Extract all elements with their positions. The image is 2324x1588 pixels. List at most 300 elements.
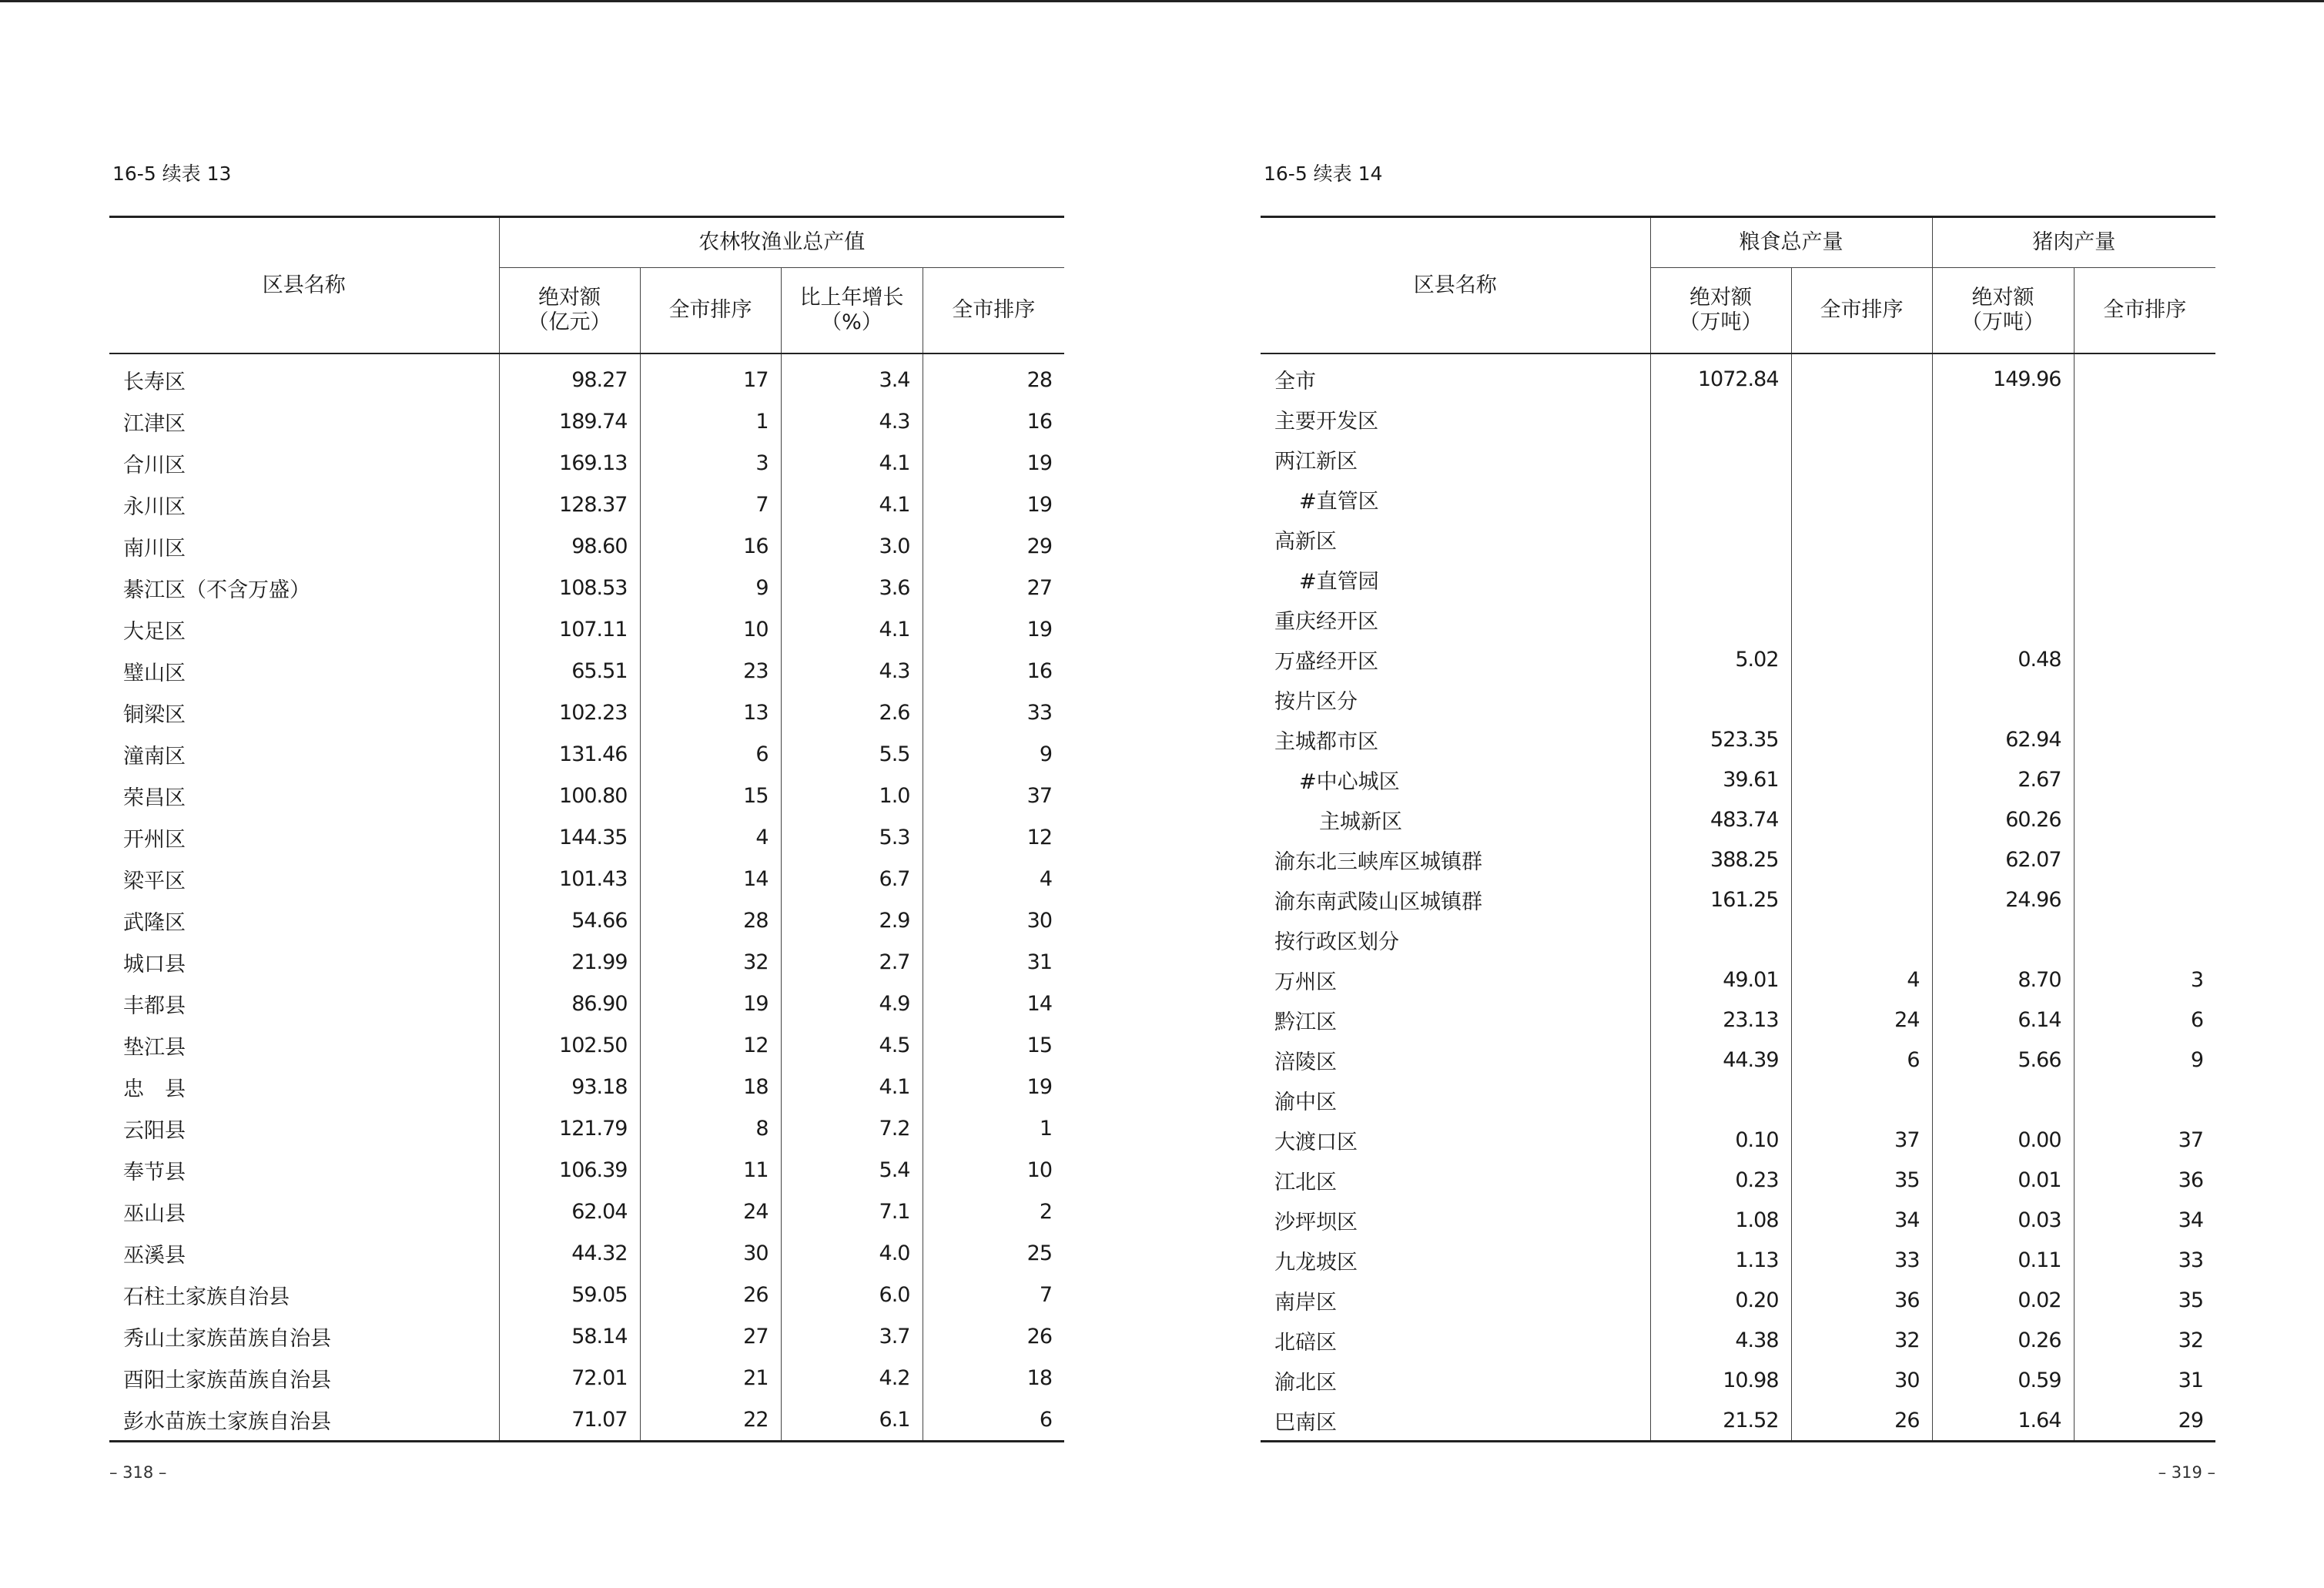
growth-rank: 26 [923, 1315, 1064, 1357]
district-name: 江北区 [1274, 1170, 1337, 1194]
growth-rate: 4.0 [781, 1232, 923, 1274]
district-name: 主要开发区 [1274, 409, 1378, 434]
output-value: 54.66 [499, 900, 640, 941]
growth-rank: 7 [923, 1274, 1064, 1315]
growth-rate: 2.6 [781, 692, 923, 733]
grain-rank: 24 [1791, 1000, 1932, 1040]
district-name: 綦江区（不含万盛） [123, 578, 310, 602]
grain-output [1650, 399, 1791, 439]
district-name: 万盛经开区 [1274, 649, 1378, 674]
district-name: 北碚区 [1274, 1330, 1337, 1355]
output-value: 98.60 [499, 525, 640, 567]
left-table-body [109, 353, 1064, 1442]
output-rank: 14 [640, 858, 781, 900]
header-pork-absolute-text: 绝对额 （万吨） [1961, 286, 2044, 334]
output-rank: 21 [640, 1357, 781, 1399]
table-row [1261, 353, 2215, 399]
pork-rank: 32 [2074, 1320, 2215, 1360]
growth-rate: 7.1 [781, 1191, 923, 1232]
output-rank: 11 [640, 1149, 781, 1191]
pork-rank: 31 [2074, 1360, 2215, 1400]
grain-output: 4.38 [1650, 1320, 1791, 1360]
table-row [109, 1232, 1064, 1274]
district-name: 按行政区划分 [1274, 930, 1399, 954]
growth-rate: 3.7 [781, 1315, 923, 1357]
district-name: 永川区 [123, 494, 186, 519]
table-row [109, 1191, 1064, 1232]
pork-rank [2074, 920, 2215, 960]
growth-rank: 19 [923, 1066, 1064, 1107]
grain-output: 1072.84 [1650, 353, 1791, 399]
growth-rate: 2.9 [781, 900, 923, 941]
grain-rank [1791, 879, 1932, 920]
table-row [1261, 1200, 2215, 1240]
output-rank: 9 [640, 567, 781, 608]
grain-output: 0.23 [1650, 1160, 1791, 1200]
pork-rank [2074, 799, 2215, 839]
grain-rank: 4 [1791, 960, 1932, 1000]
header-district-name: 区县名称 [109, 217, 499, 354]
district-name: 奉节县 [123, 1160, 186, 1184]
growth-rank: 31 [923, 941, 1064, 983]
table-row [109, 525, 1064, 567]
growth-rank: 9 [923, 733, 1064, 775]
output-value: 169.13 [499, 442, 640, 484]
district-name: 武隆区 [123, 910, 186, 935]
table-row [109, 400, 1064, 442]
output-value: 62.04 [499, 1191, 640, 1232]
right-table-body [1261, 353, 2215, 1442]
pork-rank [2074, 839, 2215, 879]
growth-rank: 19 [923, 484, 1064, 525]
table-row [1261, 799, 2215, 839]
table-row [1261, 879, 2215, 920]
table-row [109, 1274, 1064, 1315]
table-row [109, 941, 1064, 983]
district-name: 渝东南武陵山区城镇群 [1274, 889, 1482, 914]
growth-rank: 2 [923, 1191, 1064, 1232]
growth-rate: 6.7 [781, 858, 923, 900]
table-row [1261, 1120, 2215, 1160]
output-rank: 30 [640, 1232, 781, 1274]
grain-output: 1.08 [1650, 1200, 1791, 1240]
pork-rank [2074, 479, 2215, 519]
output-rank: 24 [640, 1191, 781, 1232]
grain-rank [1791, 639, 1932, 679]
header-grain-absolute-text: 绝对额 （万吨） [1679, 286, 1763, 334]
growth-rate: 3.4 [781, 353, 923, 400]
grain-rank [1791, 439, 1932, 479]
output-rank: 19 [640, 983, 781, 1024]
pork-output: 2.67 [1932, 759, 2074, 799]
grain-output [1650, 519, 1791, 559]
table-row [109, 353, 1064, 400]
grain-rank [1791, 353, 1932, 399]
header-pork-absolute [1932, 268, 2074, 354]
district-name: 全市 [1274, 369, 1316, 394]
output-value: 102.50 [499, 1024, 640, 1066]
output-value: 98.27 [499, 353, 640, 400]
table-row [109, 484, 1064, 525]
output-value: 21.99 [499, 941, 640, 983]
grain-rank: 26 [1791, 1400, 1932, 1442]
pork-output [1932, 439, 2074, 479]
district-name: 南岸区 [1274, 1290, 1337, 1315]
growth-rate: 5.4 [781, 1149, 923, 1191]
district-name: 南川区 [123, 536, 186, 561]
growth-rate: 4.1 [781, 442, 923, 484]
grain-output: 161.25 [1650, 879, 1791, 920]
pork-output: 0.48 [1932, 639, 2074, 679]
output-value: 101.43 [499, 858, 640, 900]
table-row [109, 1357, 1064, 1399]
page-number: – 319 – [2158, 1463, 2215, 1482]
grain-output [1650, 559, 1791, 599]
output-rank: 4 [640, 816, 781, 858]
pork-output: 0.59 [1932, 1360, 2074, 1400]
pork-output: 0.02 [1932, 1280, 2074, 1320]
output-value: 144.35 [499, 816, 640, 858]
grain-rank [1791, 679, 1932, 719]
output-rank: 17 [640, 353, 781, 400]
district-name: 璧山区 [123, 661, 186, 685]
grain-output: 388.25 [1650, 839, 1791, 879]
table-row [109, 983, 1064, 1024]
pork-output: 62.94 [1932, 719, 2074, 759]
district-name: 垫江县 [123, 1035, 186, 1060]
growth-rank: 18 [923, 1357, 1064, 1399]
grain-rank [1791, 759, 1932, 799]
district-name: 铜梁区 [123, 702, 186, 727]
pork-rank [2074, 399, 2215, 439]
output-value: 58.14 [499, 1315, 640, 1357]
pork-rank [2074, 679, 2215, 719]
table-row [109, 775, 1064, 816]
output-rank: 23 [640, 650, 781, 692]
growth-rate: 3.0 [781, 525, 923, 567]
district-name: 主城新区 [1319, 809, 1402, 834]
growth-rate: 4.3 [781, 400, 923, 442]
pork-rank [2074, 759, 2215, 799]
table-caption: 16-5 续表 13 [112, 162, 232, 185]
header-pork-rank: 全市排序 [2074, 268, 2215, 354]
pork-output: 62.07 [1932, 839, 2074, 879]
growth-rate: 3.6 [781, 567, 923, 608]
growth-rank: 6 [923, 1399, 1064, 1442]
output-value: 131.46 [499, 733, 640, 775]
grain-rank: 32 [1791, 1320, 1932, 1360]
grain-rank: 35 [1791, 1160, 1932, 1200]
pork-output: 8.70 [1932, 960, 2074, 1000]
grain-rank [1791, 920, 1932, 960]
grain-output: 39.61 [1650, 759, 1791, 799]
district-name: 江津区 [123, 411, 186, 436]
pork-rank [2074, 439, 2215, 479]
district-name: 云阳县 [123, 1118, 186, 1143]
district-name: 渝中区 [1274, 1090, 1337, 1114]
grain-output: 21.52 [1650, 1400, 1791, 1442]
grain-output: 23.13 [1650, 1000, 1791, 1040]
grain-output [1650, 439, 1791, 479]
district-name: 城口县 [123, 952, 186, 977]
output-rank: 15 [640, 775, 781, 816]
table-row [1261, 1040, 2215, 1080]
district-name: #直管园 [1299, 569, 1379, 594]
grain-rank: 37 [1791, 1120, 1932, 1160]
page-number: – 318 – [109, 1463, 167, 1482]
output-value: 100.80 [499, 775, 640, 816]
table-row [1261, 399, 2215, 439]
table-row [109, 1107, 1064, 1149]
output-value: 72.01 [499, 1357, 640, 1399]
table-row [1261, 1400, 2215, 1442]
district-name: 大足区 [123, 619, 186, 644]
grain-output [1650, 1080, 1791, 1120]
grain-output: 49.01 [1650, 960, 1791, 1000]
grain-pork-output-table [1261, 216, 2215, 1442]
grain-rank [1791, 799, 1932, 839]
table-row [1261, 519, 2215, 559]
pork-output: 60.26 [1932, 799, 2074, 839]
growth-rank: 16 [923, 650, 1064, 692]
growth-rate: 1.0 [781, 775, 923, 816]
table-row [1261, 1320, 2215, 1360]
output-rank: 12 [640, 1024, 781, 1066]
growth-rate: 4.9 [781, 983, 923, 1024]
grain-rank [1791, 399, 1932, 439]
growth-rank: 4 [923, 858, 1064, 900]
pork-output [1932, 599, 2074, 639]
district-name: 合川区 [123, 453, 186, 477]
pork-rank [2074, 879, 2215, 920]
growth-rank: 19 [923, 442, 1064, 484]
output-value: 189.74 [499, 400, 640, 442]
output-rank: 22 [640, 1399, 781, 1442]
pork-rank [2074, 639, 2215, 679]
pork-rank: 9 [2074, 1040, 2215, 1080]
district-name: #直管区 [1299, 489, 1379, 514]
growth-rank: 15 [923, 1024, 1064, 1066]
output-rank: 16 [640, 525, 781, 567]
pork-rank [2074, 1080, 2215, 1120]
output-value: 65.51 [499, 650, 640, 692]
growth-rate: 4.1 [781, 484, 923, 525]
pork-output [1932, 519, 2074, 559]
table-row [109, 900, 1064, 941]
district-name: 巫山县 [123, 1201, 186, 1226]
table-row [1261, 1280, 2215, 1320]
grain-rank: 34 [1791, 1200, 1932, 1240]
grain-rank: 6 [1791, 1040, 1932, 1080]
grain-rank: 33 [1791, 1240, 1932, 1280]
pork-rank [2074, 353, 2215, 399]
growth-rank: 28 [923, 353, 1064, 400]
header-growth [781, 268, 923, 354]
table-row [1261, 439, 2215, 479]
district-name: 开州区 [123, 827, 186, 852]
district-name: 黔江区 [1274, 1010, 1337, 1034]
grain-output [1650, 599, 1791, 639]
grain-rank [1791, 559, 1932, 599]
table-row [109, 1024, 1064, 1066]
growth-rate: 4.2 [781, 1357, 923, 1399]
growth-rank: 33 [923, 692, 1064, 733]
pork-rank [2074, 599, 2215, 639]
growth-rank: 1 [923, 1107, 1064, 1149]
grain-rank [1791, 519, 1932, 559]
header-group-grain: 粮食总产量 [1650, 217, 1932, 268]
header-absolute [499, 268, 640, 354]
pork-output: 6.14 [1932, 1000, 2074, 1040]
growth-rate: 5.3 [781, 816, 923, 858]
pork-rank: 29 [2074, 1400, 2215, 1442]
growth-rate: 7.2 [781, 1107, 923, 1149]
growth-rate: 4.3 [781, 650, 923, 692]
table-row [109, 733, 1064, 775]
growth-rank: 12 [923, 816, 1064, 858]
table-row [1261, 759, 2215, 799]
grain-output: 5.02 [1650, 639, 1791, 679]
pork-output: 1.64 [1932, 1400, 2074, 1442]
pork-output: 0.26 [1932, 1320, 2074, 1360]
growth-rate: 2.7 [781, 941, 923, 983]
table-row [1261, 1240, 2215, 1280]
growth-rate: 6.1 [781, 1399, 923, 1442]
growth-rank: 16 [923, 400, 1064, 442]
pork-output: 0.03 [1932, 1200, 2074, 1240]
grain-output: 483.74 [1650, 799, 1791, 839]
table-row [1261, 1000, 2215, 1040]
district-name: 高新区 [1274, 529, 1337, 554]
table-row [109, 1315, 1064, 1357]
pork-output [1932, 920, 2074, 960]
header-growth-rank: 全市排序 [923, 268, 1064, 354]
output-rank: 10 [640, 608, 781, 650]
district-name: #中心城区 [1299, 769, 1400, 794]
output-rank: 28 [640, 900, 781, 941]
table-row [1261, 1160, 2215, 1200]
output-value: 106.39 [499, 1149, 640, 1191]
header-grain-absolute [1650, 268, 1791, 354]
table-row [1261, 639, 2215, 679]
header-district-name: 区县名称 [1261, 217, 1650, 354]
growth-rate: 5.5 [781, 733, 923, 775]
output-rank: 7 [640, 484, 781, 525]
output-rank: 6 [640, 733, 781, 775]
pork-rank: 36 [2074, 1160, 2215, 1200]
growth-rate: 4.1 [781, 608, 923, 650]
table-row [109, 442, 1064, 484]
table-row [1261, 719, 2215, 759]
output-value: 108.53 [499, 567, 640, 608]
output-rank: 18 [640, 1066, 781, 1107]
growth-rank: 27 [923, 567, 1064, 608]
district-name: 梁平区 [123, 869, 186, 893]
growth-rank: 30 [923, 900, 1064, 941]
district-name: 重庆经开区 [1274, 609, 1378, 634]
district-name: 大渡口区 [1274, 1130, 1358, 1154]
grain-rank [1791, 479, 1932, 519]
district-name: 石柱土家族自治县 [123, 1285, 290, 1309]
pork-output: 5.66 [1932, 1040, 2074, 1080]
table-caption: 16-5 续表 14 [1264, 162, 1383, 185]
pork-rank: 33 [2074, 1240, 2215, 1280]
grain-output: 1.13 [1650, 1240, 1791, 1280]
district-name: 忠 县 [123, 1077, 186, 1101]
table-row [1261, 1080, 2215, 1120]
table-row [1261, 1360, 2215, 1400]
pork-rank: 37 [2074, 1120, 2215, 1160]
table-row [1261, 599, 2215, 639]
table-row [109, 1399, 1064, 1442]
district-name: 两江新区 [1274, 449, 1358, 474]
output-rank: 13 [640, 692, 781, 733]
table-row [109, 567, 1064, 608]
district-name: 巴南区 [1261, 1400, 1650, 1442]
district-name: 九龙坡区 [1274, 1250, 1358, 1275]
grain-output [1650, 679, 1791, 719]
table-row [109, 608, 1064, 650]
grain-output: 0.20 [1650, 1280, 1791, 1320]
growth-rank: 10 [923, 1149, 1064, 1191]
growth-rank: 37 [923, 775, 1064, 816]
district-name: 秀山土家族苗族自治县 [123, 1326, 331, 1351]
growth-rank: 29 [923, 525, 1064, 567]
header-grain-rank: 全市排序 [1791, 268, 1932, 354]
grain-rank [1791, 839, 1932, 879]
growth-rank: 19 [923, 608, 1064, 650]
pork-output: 0.01 [1932, 1160, 2074, 1200]
table-row [109, 1149, 1064, 1191]
pork-output: 24.96 [1932, 879, 2074, 920]
district-name: 按片区分 [1274, 689, 1358, 714]
table-row [109, 692, 1064, 733]
header-absolute-text: 绝对额 （亿元） [527, 286, 611, 334]
output-rank: 27 [640, 1315, 781, 1357]
output-rank: 32 [640, 941, 781, 983]
district-name: 荣昌区 [123, 786, 186, 810]
grain-output: 0.10 [1650, 1120, 1791, 1160]
grain-output: 523.35 [1650, 719, 1791, 759]
grain-rank: 36 [1791, 1280, 1932, 1320]
agriculture-output-table [109, 216, 1064, 1442]
district-name: 长寿区 [123, 370, 186, 394]
header-rank: 全市排序 [640, 268, 781, 354]
output-rank: 26 [640, 1274, 781, 1315]
district-name: 彭水苗族土家族自治县 [109, 1399, 499, 1442]
table-row [109, 1066, 1064, 1107]
district-name: 万州区 [1274, 970, 1337, 994]
district-name: 潼南区 [123, 744, 186, 769]
pork-output: 149.96 [1932, 353, 2074, 399]
grain-output: 10.98 [1650, 1360, 1791, 1400]
header-group-pork: 猪肉产量 [1932, 217, 2215, 268]
pork-output [1932, 559, 2074, 599]
pork-rank: 35 [2074, 1280, 2215, 1320]
pork-rank [2074, 719, 2215, 759]
output-value: 121.79 [499, 1107, 640, 1149]
pork-output: 0.00 [1932, 1120, 2074, 1160]
table-row [1261, 960, 2215, 1000]
output-value: 102.23 [499, 692, 640, 733]
growth-rate: 6.0 [781, 1274, 923, 1315]
pork-rank [2074, 559, 2215, 599]
pork-output [1932, 679, 2074, 719]
header-growth-text: 比上年增长 （%） [799, 286, 904, 334]
growth-rate: 4.5 [781, 1024, 923, 1066]
growth-rank: 25 [923, 1232, 1064, 1274]
table-row [1261, 559, 2215, 599]
